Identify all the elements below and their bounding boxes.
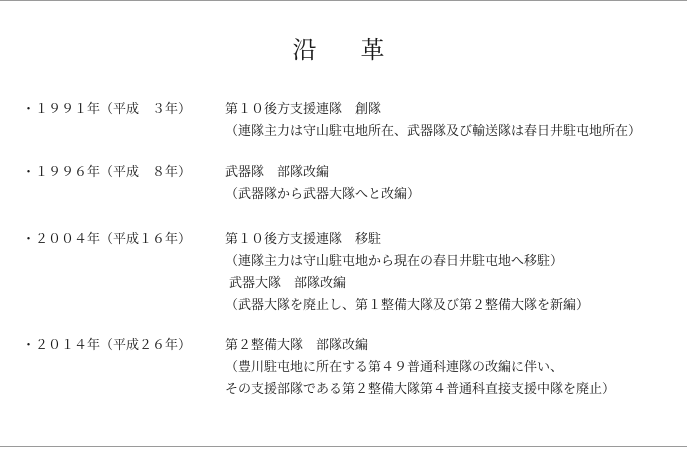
- bottom-divider: [0, 446, 687, 447]
- top-divider: [0, 0, 687, 1]
- entry-note: （武器大隊を廃止し、第１整備大隊及び第２整備大隊を新編）: [225, 298, 590, 313]
- entry-subheading: 武器大隊 部隊改編: [229, 276, 347, 291]
- entry-date: ・１９９１年（平成 ３年）: [22, 102, 192, 117]
- entry-note: その支援部隊である第２整備大隊第４普通科直接支援中隊を廃止）: [225, 382, 616, 397]
- entry-date: ・２００４年（平成１６年）: [22, 232, 192, 247]
- entry-content: [225, 229, 589, 317]
- entry-content: [225, 99, 641, 143]
- entry-heading: 武器隊 部隊改編: [225, 165, 330, 180]
- page-title: 沿 革: [292, 36, 395, 64]
- entry-note: （武器隊から武器大隊へと改編）: [225, 187, 421, 202]
- entry-date: ・１９９６年（平成 ８年）: [22, 165, 192, 180]
- entry-note: （豊川駐屯地に所在する第４９普通科連隊の改編に伴い、: [225, 360, 564, 375]
- entry-content: [225, 335, 615, 401]
- entry-heading: 第１０後方支援連隊 移駐: [225, 232, 382, 247]
- entry-note: （連隊主力は守山駐屯地から現在の春日井駐屯地へ移駐）: [225, 254, 564, 269]
- entry-heading: 第２整備大隊 部隊改編: [225, 338, 369, 353]
- entry-heading: 第１０後方支援連隊 創隊: [225, 102, 382, 117]
- entry-content: [225, 162, 420, 206]
- entry-date: ・２０１４年（平成２６年）: [22, 338, 192, 353]
- entry-note: （連隊主力は守山駐屯地所在、武器隊及び輸送隊は春日井駐屯地所在）: [225, 124, 642, 139]
